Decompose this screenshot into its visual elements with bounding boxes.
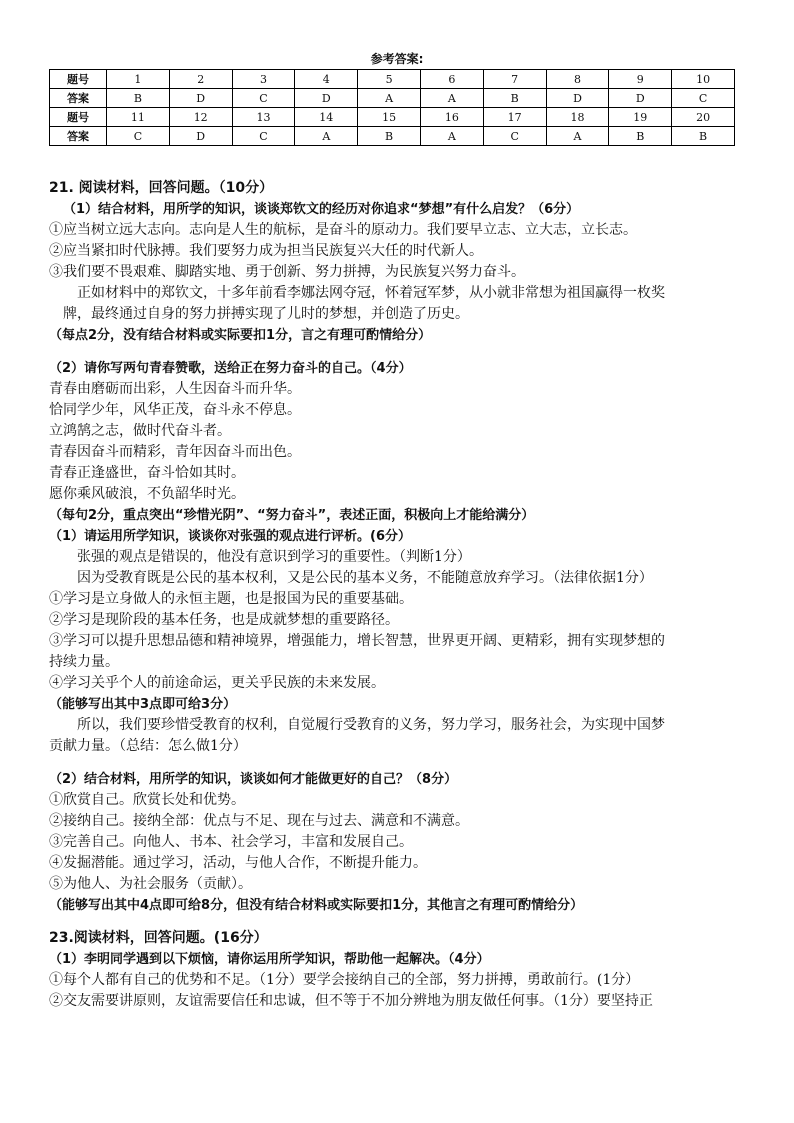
answer-line: 青春由磨砺而出彩，人生因奋斗而升华。: [49, 381, 301, 397]
table-cell: 10: [672, 70, 735, 89]
table-cell: D: [169, 89, 232, 108]
sub-question: （1）结合材料，用所学的知识，谈谈郑钦文的经历对你追求“梦想”有什么启发？（6分）: [63, 202, 580, 217]
table-cell: B: [483, 89, 546, 108]
sub-question: （2）请你写两句青春赞歌，送给正在努力奋斗的自己。（4分）: [49, 361, 412, 376]
table-cell: 18: [546, 108, 609, 127]
answer-line: 牌，最终通过自身的努力拼搏实现了儿时的梦想，并创造了历史。: [63, 306, 469, 322]
answer-line: 正如材料中的郑钦文，十多年前看李娜法网夺冠，怀着冠军梦，从小就非常想为祖国赢得一枚奖: [77, 285, 665, 301]
table-row: [50, 108, 735, 127]
answer-line: ⑤为他人、为社会服务（贡献）。: [49, 876, 252, 892]
table-cell: D: [169, 127, 232, 146]
table-cell: B: [672, 127, 735, 146]
table-cell: D: [295, 89, 358, 108]
answer-key-heading: 参考答案:: [370, 52, 424, 66]
answer-line: ③学习可以提升思想品德和精神境界，增强能力，增长智慧，世界更开阔、更精彩，拥有实现梦想的: [49, 633, 665, 649]
table-cell: 7: [483, 70, 546, 89]
question-heading: 21. 阅读材料，回答问题。（10分）: [49, 180, 274, 196]
scoring-note: （每点2分，没有结合材料或实际要扣1分，言之有理可酌情给分）: [49, 328, 432, 343]
scoring-note: （每句2分，重点突出“珍惜光阴”、“努力奋斗”，表述正面，积极向上才能给满分）: [49, 508, 535, 523]
answer-line: ②接纳自己。接纳全部：优点与不足、现在与过去、满意和不满意。: [49, 813, 469, 829]
row-label: 答案: [50, 89, 107, 108]
table-cell: 4: [295, 70, 358, 89]
answer-line: ①每个人都有自己的优势和不足。（1分）要学会接纳自己的全部，努力拼搏，勇敢前行。(1分）: [49, 972, 640, 988]
table-cell: C: [232, 89, 295, 108]
table-cell: 2: [169, 70, 232, 89]
table-cell: A: [420, 127, 483, 146]
table-cell: C: [232, 127, 295, 146]
answer-line: 青春因奋斗而精彩，青年因奋斗而出色。: [49, 444, 301, 460]
table-cell: 6: [420, 70, 483, 89]
table-cell: 12: [169, 108, 232, 127]
scoring-note: （能够写出其中4点即可给8分，但没有结合材料或实际要扣1分，其他言之有理可酌情给分）: [49, 898, 584, 913]
scoring-note: （能够写出其中3点即可给3分）: [49, 697, 237, 712]
sub-question: （1）请运用所学知识，谈谈你对张强的观点进行评析。(6分）: [49, 529, 412, 544]
table-cell: C: [483, 127, 546, 146]
answer-line: ③完善自己。向他人、书本、社会学习，丰富和发展自己。: [49, 834, 413, 850]
table-cell: 13: [232, 108, 295, 127]
table-cell: 8: [546, 70, 609, 89]
answer-line: 青春正逢盛世，奋斗恰如其时。: [49, 465, 245, 481]
question-heading: 23.阅读材料，回答问题。(16分）: [49, 930, 268, 946]
table-cell: C: [672, 89, 735, 108]
answer-line: 因为受教育既是公民的基本权利，又是公民的基本义务，不能随意放弃学习。（法律依据1分）: [77, 570, 653, 586]
table-cell: 1: [107, 70, 170, 89]
table-cell: 19: [609, 108, 672, 127]
table-cell: A: [295, 127, 358, 146]
answer-line: 贡献力量。（总结：怎么做1分）: [49, 738, 247, 754]
answer-line: ④发掘潜能。通过学习，活动，与他人合作，不断提升能力。: [49, 855, 427, 871]
row-label: 题号: [50, 108, 107, 127]
answer-line: 持续力量。: [49, 654, 119, 670]
row-label: 题号: [50, 70, 107, 89]
table-row: [50, 89, 735, 108]
table-cell: B: [107, 89, 170, 108]
sub-question: （1）李明同学遇到以下烦恼，请你运用所学知识，帮助他一起解决。（4分）: [49, 952, 490, 967]
answer-line: 张强的观点是错误的，他没有意识到学习的重要性。（判断1分）: [77, 549, 471, 565]
answer-line: ②交友需要讲原则，友谊需要信任和忠诚，但不等于不加分辨地为朋友做任何事。（1分）要坚持正: [49, 993, 653, 1009]
answer-line: ①学习是立身做人的永恒主题，也是报国为民的重要基础。: [49, 591, 413, 607]
table-cell: D: [609, 89, 672, 108]
answer-line: ③我们要不畏艰难、脚踏实地、勇于创新、努力拼搏，为民族复兴努力奋斗。: [49, 264, 525, 280]
row-label: 答案: [50, 127, 107, 146]
table-cell: 14: [295, 108, 358, 127]
table-cell: 9: [609, 70, 672, 89]
table-cell: A: [420, 89, 483, 108]
table-cell: A: [546, 127, 609, 146]
table-cell: 17: [483, 108, 546, 127]
table-cell: 11: [107, 108, 170, 127]
answer-content: [49, 178, 749, 1012]
table-cell: B: [609, 127, 672, 146]
answer-line: ②应当紧扣时代脉搏。我们要努力成为担当民族复兴大任的时代新人。: [49, 243, 483, 259]
answer-table: [49, 69, 735, 146]
table-cell: B: [358, 127, 421, 146]
table-cell: 20: [672, 108, 735, 127]
answer-line: ②学习是现阶段的基本任务，也是成就梦想的重要路径。: [49, 612, 399, 628]
answer-line: ①欣赏自己。欣赏长处和优势。: [49, 792, 245, 808]
table-cell: 15: [358, 108, 421, 127]
table-cell: 5: [358, 70, 421, 89]
answer-line: ①应当树立远大志向。志向是人生的航标，是奋斗的原动力。我们要早立志、立大志，立长志。: [49, 222, 637, 238]
table-cell: A: [358, 89, 421, 108]
answer-line: 立鸿鹄之志，做时代奋斗者。: [49, 423, 231, 439]
table-row: [50, 127, 735, 146]
table-cell: C: [107, 127, 170, 146]
table-cell: D: [546, 89, 609, 108]
answer-line: 愿你乘风破浪，不负韶华时光。: [49, 486, 245, 502]
answer-line: ④学习关乎个人的前途命运，更关乎民族的未来发展。: [49, 675, 385, 691]
table-row: [50, 70, 735, 89]
answer-line: 恰同学少年，风华正茂，奋斗永不停息。: [49, 402, 301, 418]
answer-line: 所以，我们要珍惜受教育的权利，自觉履行受教育的义务，努力学习，服务社会，为实现中国梦: [77, 717, 665, 733]
table-cell: 3: [232, 70, 295, 89]
table-cell: 16: [420, 108, 483, 127]
sub-question: （2）结合材料，用所学的知识，谈谈如何才能做更好的自己？（8分）: [49, 772, 458, 787]
